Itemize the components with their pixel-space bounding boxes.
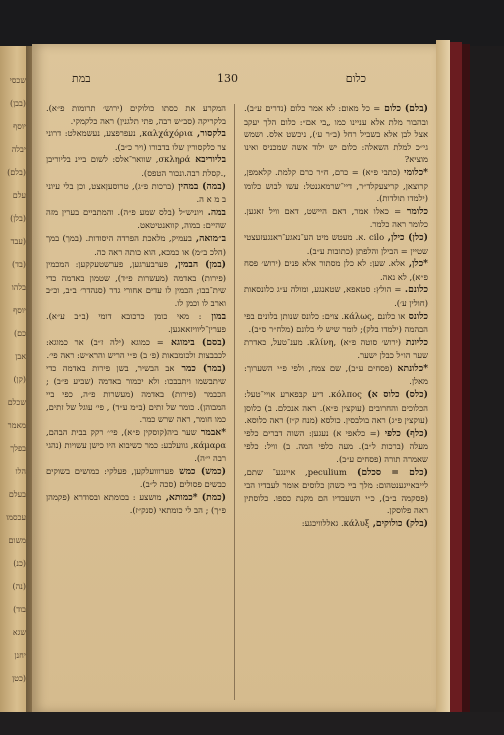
entry-headword: כלונם. — [401, 284, 428, 296]
dictionary-entry — [46, 127, 226, 153]
entry-headword: ב״מואה, — [191, 232, 226, 244]
left-page-fragment: בפלך — [10, 444, 26, 453]
entry-text: (= כלאפי א) נעגען: השוה דברים כלפי מעלה (ברכות ל״ב). מעה כלפי המה. ב) וויל: כלפי שאמרה תורה (פסחים ע״ב). — [244, 427, 428, 465]
entry-headword: בליוריבא — [190, 154, 226, 166]
dictionary-entry — [46, 153, 226, 179]
left-page-fragment: יבלה — [11, 145, 26, 154]
dictionary-entry — [46, 465, 226, 491]
left-page-fragment: (קן) — [13, 375, 26, 384]
bottom-background — [0, 712, 504, 735]
entry-headword: *כלן, — [405, 258, 428, 270]
book-cover-shadow — [462, 44, 470, 712]
dictionary-entry — [46, 258, 226, 309]
entry-headword: (במר) כמר — [174, 362, 226, 374]
dictionary-entry — [46, 336, 226, 362]
dictionary-entry — [244, 388, 428, 427]
entry-headword: (בלם) כלום — [380, 103, 428, 114]
entry-text: κάλυξ. גאללוויכגע: — [301, 518, 370, 528]
left-page-fragment: עכסמו — [6, 513, 26, 522]
entry-text: ויוניש״ל (בלס שמע פ״ה). והמתביים בערין מזה שהיים: במוה, קוואנטיטאט. — [46, 206, 226, 231]
left-page-fragment: (עבד — [10, 237, 26, 246]
entry-text: (כתבי פ״א) = כרם, ח״ר כרם קלמת. קלאמפן, קרוצאן, קריצעקלד״ר, דיי־שרמאגנטל: עשו לבוש כלומו (ילמדו תולדות). — [244, 166, 428, 204]
running-head-left: במת — [72, 72, 91, 85]
running-head-right: כלום — [345, 72, 366, 85]
dictionary-entry — [46, 426, 226, 465]
left-page-fragment: (בד) — [12, 260, 26, 269]
entry-text: = כמוגא (ילה ז״ב) אר כמוגא: לכבבצות ולכומבאות (פ׳ ב) פ״י הריש והרא״ש: ראה פי׳. — [46, 336, 226, 361]
entry-headword: (כלס) כלוס א) — [361, 389, 428, 401]
left-page-fragment: בלהו — [11, 283, 26, 292]
left-page-fragment: כם) — [13, 329, 26, 338]
book-page — [32, 44, 436, 712]
dictionary-entry — [46, 310, 226, 336]
entry-headword: במה. — [203, 206, 226, 218]
page-number: 130 — [217, 72, 238, 85]
dictionary-entry — [46, 102, 226, 127]
entry-text: κόλπος. דיע קבּפארע אויי־טעל: הכלוכים והחרובים (עוקצין פ״א). ראה אנכלם. ב) כלוסן (עוקצין פ״ג) ראה בולבסין. כולסא (מנח ק״ז) ראה כלוסא. — [244, 389, 428, 426]
entry-headword: (בלק) כולוקים, — [369, 518, 428, 529]
left-page-fragment: יוסף — [13, 306, 26, 315]
entry-text: המקרע את כסתו כולוקים (ירוש׳ תרומות פ״א). בלקריקה (סב״ש רבה, פתי תלגנין) ראה כלקמקי. — [46, 103, 226, 126]
right-column — [244, 102, 428, 702]
left-page-fragment: (כטן — [12, 674, 26, 683]
entry-text: פערווועלקען, פעלקי: כמושים בשוקים כבשים פסולים (סכה ל״ב). — [46, 465, 226, 490]
entry-headword: (במה) במהין — [174, 180, 226, 192]
dictionary-entry — [244, 231, 428, 257]
entry-headword: (כלף) כלפי — [379, 427, 428, 439]
dictionary-entry — [244, 517, 428, 531]
entry-text: שער ביה(קוסקין פ״א), פי׳׳ רקק בבית הבהם, κάμαρα, גוועלבע: כמר כשיבוא היו כישן עשויות (נהגי רבה י״ה). — [46, 426, 226, 464]
entry-headword: (בסם) בימוגא — [163, 336, 226, 348]
left-page-fragment: יחנן — [14, 651, 26, 660]
entry-text: = כל מאום: לא אמר כלום (נדרים ע״ב). ובהבור מלת אלא עניינו כמו „בי אם״: כלום הלך יעקב אצל לבן אלא בשביל רחל (ב״ר ע׳), ניכשט אלס. ושמש גי״כ למלת השאלה: כלום יש ילוד אשה שמכניס ואינו מוציא? — [244, 103, 428, 165]
left-page-fragment: (בלן) — [10, 214, 26, 223]
dictionary-entry — [46, 206, 226, 232]
entry-text: (ירוש׳ סוטה פ״א) ,κλίνη. מענ־טעל, כאדרת שער הו״ל כבלן ישער. — [244, 336, 428, 361]
dictionary-entry — [244, 427, 428, 466]
left-page-fragment: שכלם — [7, 398, 26, 407]
entry-headword: במון — [201, 310, 226, 322]
dictionary-entry — [46, 180, 226, 206]
left-page-fragment: (נה) — [12, 582, 26, 591]
entry-text: או כלונם ,κάλως. צוים: כלונס שנותן בלונים בפי הבהמה (ילמדו בלק); לומר שיש לי בלונם (מלח״ר ס״ב). — [244, 310, 428, 335]
left-page-fragment: בעלם — [8, 490, 26, 499]
dictionary-entry — [244, 283, 428, 309]
page-header — [32, 72, 436, 90]
column-divider — [234, 104, 235, 700]
left-page-edge — [0, 46, 28, 726]
entry-headword: כליונת — [401, 336, 428, 348]
left-page-fragment: (בלם) — [7, 168, 26, 177]
entry-text: καλχάχόρια, נעפרפצע, נעשמאלט: דרוני צר כלקסורין שלו בדבורו (ויר כ״ב). — [46, 128, 226, 152]
left-page-fragment: מאמר — [7, 421, 26, 430]
left-page-fragment: יוסף — [13, 122, 26, 131]
book-cover-edge — [450, 42, 462, 714]
dictionary-entry — [46, 491, 226, 517]
left-column — [46, 102, 226, 702]
entry-text: מושצע : בכומתא ובסודרא (פקמהן פ״ך) ; הב לי כומתאי (סנק״ז). — [46, 491, 226, 516]
dictionary-entry — [244, 205, 428, 231]
entry-headword: (כלן) כילן, — [384, 231, 428, 243]
entry-headword: *כלומי — [400, 166, 428, 178]
left-page-fragment: (בבן) — [10, 99, 26, 108]
left-page-fragment: עלם — [12, 191, 26, 200]
entry-text: cilo .א. מעטש מיט הע־נאגע־ראנגעזעצטי שטיין = הבילן והלפתן (כתובות ע״ב). — [244, 231, 428, 256]
left-page-fragment: (כנ) — [13, 559, 26, 568]
entry-text: אלא. שען: לא כלן מסתור אלא פנים (ירוש׳ פסח פ״א), לא נאה. — [244, 258, 428, 282]
entry-text: = כאלו אמר, דאם היישט, דאם וויל זאגען. כלומר ראה כלמר. — [244, 205, 428, 230]
top-background — [0, 0, 504, 46]
left-page-fragment: שכסי — [9, 76, 26, 85]
left-page-fragment: שגא — [12, 628, 26, 637]
dictionary-entry — [46, 362, 226, 426]
entry-text: פערבערגען, פערשטעקקען: המכמין (פירות) באדמה (מעשרות פ״ד), שטמון באדמה כדי שית־בבו; הבמין לו עדים אחורי גדר (סנהדר׳ ב״ב, וכ״ב וארב לו וכמן לו. — [46, 259, 226, 308]
dictionary-entry — [244, 257, 428, 283]
entry-headword: (כלם = סכלם) — [346, 466, 428, 478]
dictionary-entry — [244, 310, 428, 336]
entry-text: אב הבשיר, בשן פירות באדמה כדי שיתבשמו ויתבבכו: ולא יכמור באדמה (שביע פ״ב) ; הכבמר (פירות) באדמה (מעשרות פ״ה, כפי ביי המבוהן). כומר של זתים (ב״מ ע״ד) , פי׳ עוגל של זתים, כמו חומר, ראה שרש כמר. — [46, 362, 226, 425]
left-page-fragment: הלו — [15, 467, 26, 476]
dictionary-entry — [244, 166, 428, 205]
page-stack-edge — [436, 40, 450, 716]
entry-text: (פסחים ע״ב), שם צמח, ולפי פ״י השערוך: מאלן. — [244, 362, 428, 387]
dictionary-entry — [244, 102, 428, 166]
entry-headword: (כמת) *כמותא, — [161, 491, 226, 503]
entry-text: = הולץ: סטאפא, שטאנגע, ומולה ע״ג כלונסאות (חולין ע׳). — [244, 284, 428, 308]
entry-text: peculium, איינגע־ שתם, לייבאייגענטהום: מלך ביי כשהן כלוסים אומר לעבדיו הבי (פסקמה ב״ב), כ״י השעבדיו הם מקנת כספו. כלוסתין ראה פלוסקן. — [244, 466, 428, 516]
entry-headword: (כמש) כמש — [173, 465, 226, 477]
entry-headword: כלונס — [405, 310, 428, 322]
entry-headword: בלקסור, — [192, 128, 226, 140]
entry-headword: *כלונתא — [392, 362, 428, 374]
entry-text: : מאי כומן כרכובא דומי (ב״ב ע״א). פערין־ליוויזאאגען. — [46, 310, 226, 335]
entry-text: (ברכות פ״ג), טרוסעןאצט, וכן בלי עיוני ב מ א ה. — [46, 180, 226, 205]
dictionary-entry — [244, 466, 428, 517]
entry-text: σκληρά, שוואר־אלס: לשום ביינ בליוריבן ,.קסלת רבה.ונכור הטפס). — [46, 154, 226, 178]
left-page-fragment: אבן — [15, 352, 26, 361]
entry-headword: כלומר — [401, 205, 428, 217]
dictionary-entry — [46, 232, 226, 258]
entry-headword: (במן) הבמין, — [168, 259, 226, 271]
dictionary-entry — [244, 336, 428, 362]
left-page-fragment: בוד) — [13, 605, 26, 614]
left-page-fragment: משום — [8, 536, 26, 545]
entry-headword: *אבמר — [196, 426, 226, 438]
dictionary-entry — [244, 362, 428, 388]
entry-text: בעמיק, מלאכת הפרדה היסודות. (במך) במך (הלכ ב״מ) או כמכא, הוא כותה ראה כה. — [46, 232, 226, 257]
